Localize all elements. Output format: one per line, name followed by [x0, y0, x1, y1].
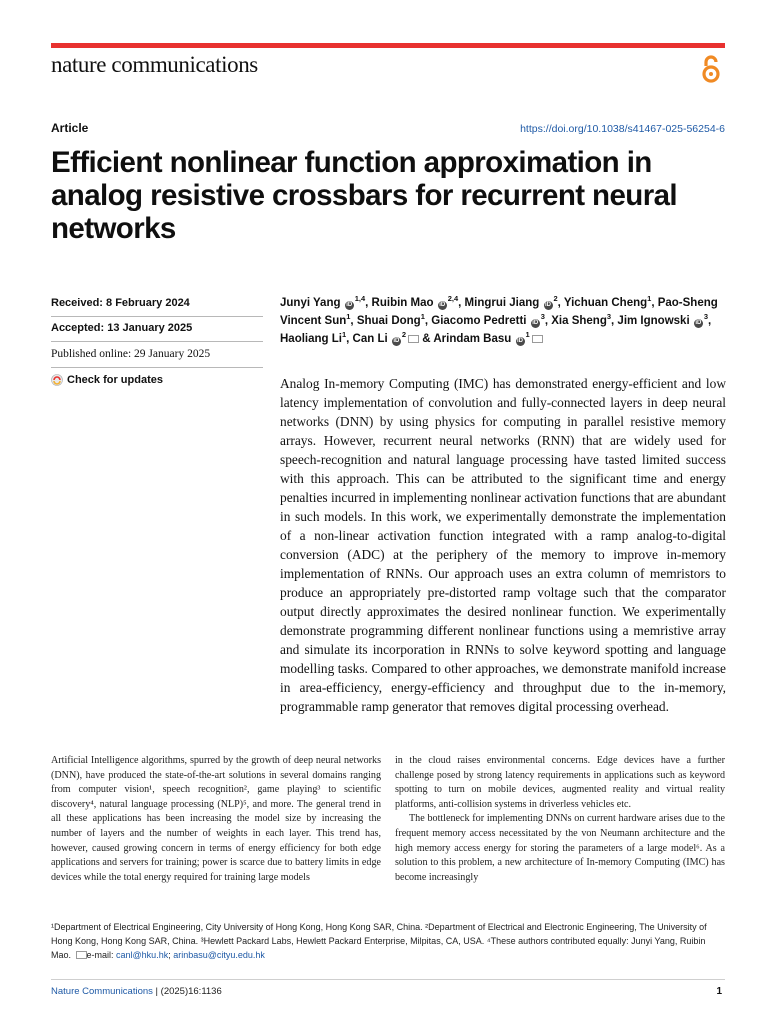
meta-divider — [51, 316, 263, 317]
article-title: Efficient nonlinear function approximation in analog resistive crossbars for recurrent neural networks — [51, 146, 677, 245]
author-affiliation: 1 — [525, 330, 530, 340]
orcid-icon[interactable]: iD — [532, 320, 539, 326]
author-name: Shuai Dong — [356, 315, 421, 327]
author-separator: , — [424, 315, 432, 327]
author-name: Ruibin Mao — [371, 297, 434, 309]
author-affiliation: 2 — [401, 330, 407, 340]
footer-volume: | (2025)16:1136 — [152, 986, 222, 997]
email-link[interactable]: canl@hku.hk — [116, 950, 169, 960]
author-separator: , — [350, 315, 357, 327]
author-affiliation: 1,4 — [354, 294, 366, 304]
author-separator: , — [544, 315, 552, 327]
author-name: Mingrui Jiang — [464, 297, 540, 309]
author[interactable] — [356, 312, 425, 327]
check-updates-icon — [51, 374, 63, 386]
author-affiliation: 3 — [606, 312, 612, 322]
orcid-icon[interactable]: iD — [346, 302, 353, 308]
article-type-label: Article — [51, 121, 89, 135]
orcid-icon[interactable]: iD — [393, 338, 400, 344]
author-separator: , — [651, 297, 658, 309]
author-name: Xia Sheng — [551, 315, 607, 327]
author-affiliation: 2 — [553, 294, 558, 304]
author[interactable] — [464, 294, 558, 309]
author-affiliation: 3 — [703, 312, 709, 322]
email-icon[interactable] — [532, 335, 543, 343]
page-number: 1 — [716, 986, 722, 997]
author-name: Junyi Yang — [280, 297, 341, 309]
email-icon — [76, 951, 87, 959]
author-separator: , — [557, 297, 564, 309]
author-separator: , — [611, 315, 618, 327]
abstract: Analog In-memory Computing (IMC) has demonstrated energy-efficient and low latency implementation of convolution and fully-connected layers in deep neural networks (DNN) by using physics for computing in parallel resistive memory arrays. However, recurrent neural networks (RNN) that are widely used for speech-recognition and natural language processing have tasted limited success with this approach. This can be attributed to the significant time and energy penalties incurred in implementing nonlinear activation functions that are abundant in such models. In this work, we experimentally demonstrate the implementation of a non-linear activation function integrated with a ramp analog-to-digital conversion (ADC) at the periphery of the memory to improve in-memory implementation of RNNs. Our approach uses an extra column of memristors to produce an appropriately pre-distorted ramp voltage such that the comparator output directly approximates the desired nonlinear function. We experimentally demonstrate programming different nonlinear functions using a memristive array and simulate its incorporation in RNNs to solve keyword spotting and language modelling tasks. Compared to other approaches, we demonstrate manifold increase in area-efficiency, energy-efficiency and throughput due to the in-memory, programmable ramp generator that removes digital processing overhead. — [280, 376, 726, 714]
meta-divider — [51, 341, 263, 342]
author-name: Yichuan Cheng — [563, 297, 648, 309]
footer-divider — [51, 979, 725, 980]
author[interactable] — [563, 294, 652, 309]
body-paragraph: in the cloud raises environmental concerns. Edge devices have a further challenge posed by strong latency requirements in applications such as keyword spotting to turn on mobile devices, augmented reality and virtual reality platforms, anti-collision systems in driverless vehicles etc. — [395, 755, 725, 810]
author-name: Arindam Basu — [433, 333, 512, 345]
body-column-left — [51, 754, 381, 885]
orcid-icon[interactable]: iD — [545, 302, 551, 308]
footer-citation — [51, 986, 222, 997]
author-affiliation: 1 — [420, 312, 425, 322]
author-affiliation: 1 — [341, 330, 347, 340]
body-column-right — [395, 754, 725, 885]
footer-journal-name[interactable]: Nature Communications — [51, 986, 153, 997]
author-name: Pao-Sheng Vincent Sun — [280, 297, 718, 327]
affiliations-text: ¹Department of Electrical Engineering, City University of Hong Kong, Hong Kong SAR, China. ²Department of Electrical and Electronic Engineering, The University of Hong Kong, Hong Kong SAR, China. ³Hewlett Packard Labs, Hewlett Packard Enterprise, Milpitas, CA, USA. ⁴These authors contributed equally: Junyi Yang, Ruibin Mao. — [51, 922, 707, 960]
author-separator: , — [458, 297, 465, 309]
body-paragraph: The bottleneck for implementing DNNs on current hardware arises due to the frequent memory access necessitated by the von Neumann architecture and the high memory access energy for storing the parameters of a large model⁶. As a solution to this problem, a new architecture of In-memory Computing (IMC) has become increasingly — [395, 813, 725, 883]
orcid-icon[interactable]: iD — [517, 338, 524, 344]
orcid-icon[interactable]: iD — [695, 320, 702, 326]
check-for-updates-link[interactable] — [51, 374, 261, 386]
author-name: Jim Ignowski — [617, 315, 690, 327]
author-name: Haoliang Li — [280, 333, 342, 345]
author-name: Giacomo Pedretti — [431, 315, 527, 327]
published-date: Published online: 29 January 2025 — [51, 348, 211, 360]
received-date: Received: 8 February 2024 — [51, 297, 190, 309]
author-name: Can Li — [352, 333, 388, 345]
email-label: e-mail: — [86, 950, 117, 960]
email-separator: ; — [168, 950, 174, 960]
open-access-icon — [700, 54, 722, 84]
author[interactable] — [352, 330, 420, 345]
email-link[interactable]: arinbasu@cityu.edu.hk — [173, 950, 265, 960]
author-separator: & — [419, 333, 434, 345]
doi-link[interactable]: https://doi.org/10.1038/s41467-025-56254-6 — [520, 123, 725, 135]
affiliations-footnote — [51, 920, 727, 962]
author[interactable] — [431, 312, 545, 327]
author-affiliation: 2,4 — [447, 294, 459, 304]
author-affiliation: 1 — [346, 312, 351, 322]
accepted-date: Accepted: 13 January 2025 — [51, 322, 193, 334]
author-affiliation: 3 — [540, 312, 545, 322]
meta-divider — [51, 367, 263, 368]
header-accent-bar — [51, 43, 725, 48]
orcid-icon[interactable]: iD — [439, 302, 446, 308]
author-separator: , — [346, 333, 353, 345]
author-affiliation: 1 — [647, 294, 652, 304]
author[interactable] — [371, 294, 459, 309]
author-list — [280, 294, 730, 348]
author[interactable] — [433, 330, 542, 345]
author[interactable] — [617, 312, 709, 327]
author-separator: , — [365, 297, 372, 309]
check-for-updates-label: Check for updates — [67, 374, 163, 386]
body-paragraph: Artificial Intelligence algorithms, spurred by the growth of deep neural networks (DNN), have produced the state-of-the-art solutions in several domains ranging from computer vision¹, speech recognition², game playing³ to scientific discovery⁴, natural language processing (NLP)⁵, and more. The general trend in all these applications has been increasing the model size by increasing the number of layers and the number of weights in each layer. This trend has, however, caused growing concern in terms of energy efficiency for both edge applications and servers for training; power is scarce due to battery limits in edge devices while the total energy required for training large models — [51, 755, 381, 883]
author[interactable] — [551, 312, 612, 327]
email-icon[interactable] — [408, 335, 419, 343]
journal-name: nature communications — [51, 52, 258, 77]
author-separator: , — [708, 315, 712, 327]
author[interactable] — [280, 294, 366, 309]
author[interactable] — [280, 330, 347, 345]
